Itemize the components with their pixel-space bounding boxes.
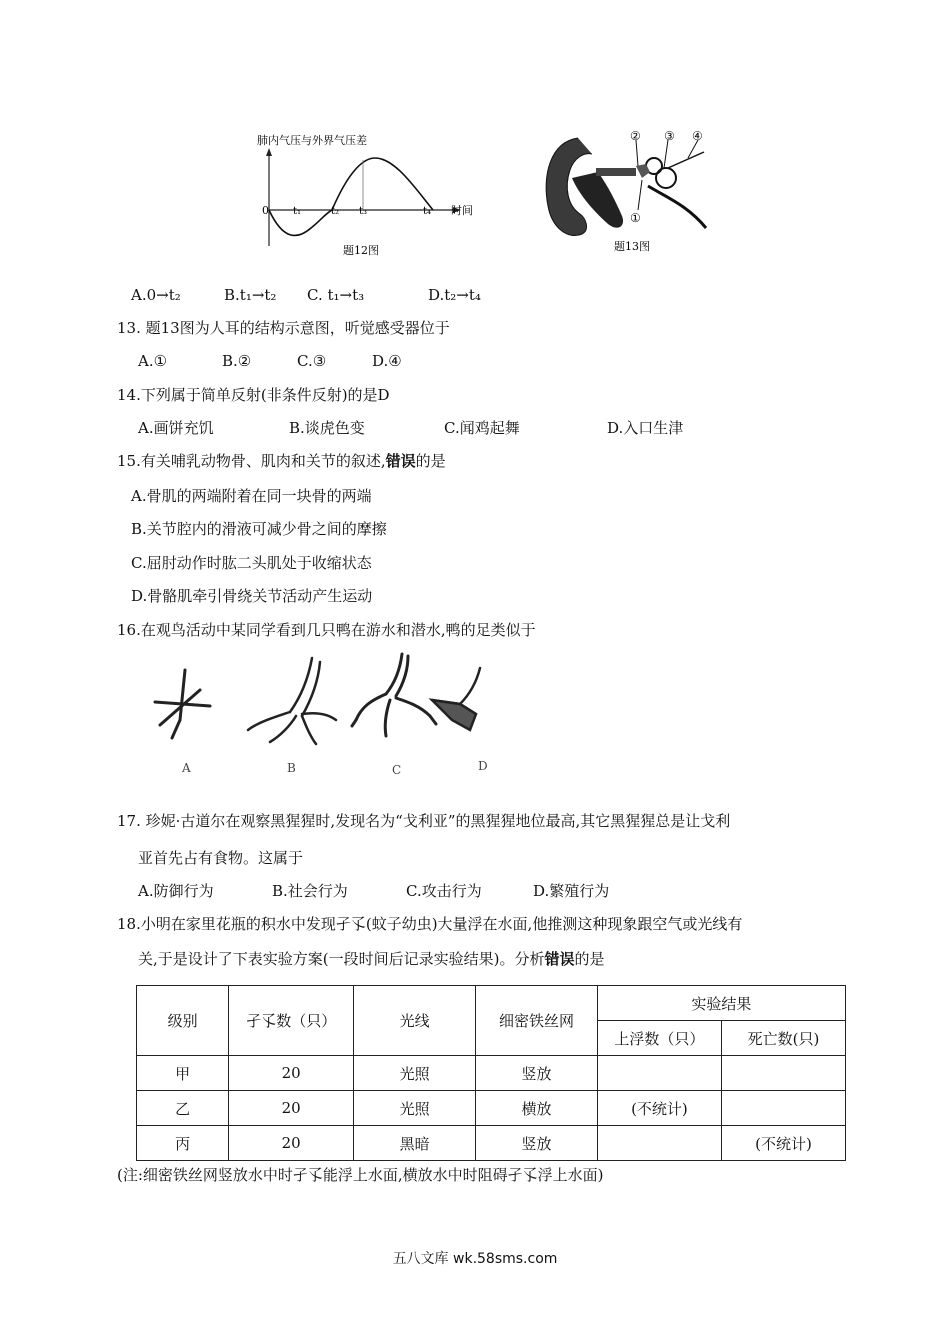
q16-label-a: A bbox=[182, 761, 191, 775]
q15-stem-post: 的是 bbox=[415, 452, 446, 470]
q16-stem: 16.在观鸟活动中某同学看到几只鸭在游水和潜水,鸭的足类似于 bbox=[117, 621, 536, 639]
table-cell bbox=[722, 1056, 846, 1091]
header-wire-mesh: 细密铁丝网 bbox=[476, 986, 598, 1056]
fig12-tick-t4: t₄ bbox=[423, 206, 432, 217]
q17-stem-line2: 亚首先占有食物。这属于 bbox=[138, 849, 304, 867]
experiment-table bbox=[136, 985, 846, 1161]
q15-stem-pre: 15.有关哺乳动物骨、肌肉和关节的叙述, bbox=[117, 452, 386, 470]
figure-12-graph bbox=[255, 128, 495, 258]
table-cell: 20 bbox=[229, 1126, 354, 1161]
table-cell: 竖放 bbox=[476, 1126, 598, 1161]
q18-stem-emphasis: 错误 · · bbox=[544, 950, 574, 968]
fig12-origin: 0 bbox=[262, 204, 269, 217]
q15-stem bbox=[117, 451, 446, 471]
q16-label-b: B bbox=[287, 761, 296, 775]
table-cell: 乙 bbox=[137, 1091, 229, 1126]
table-cell: 光照 bbox=[354, 1091, 476, 1126]
q18-stem-pre: 关,于是设计了下表实验方案(一段时间后记录实验结果)。分析 bbox=[138, 950, 545, 968]
table-cell: (不统计) bbox=[722, 1126, 846, 1161]
foot-c-icon bbox=[352, 654, 436, 736]
foot-d-icon bbox=[432, 668, 480, 730]
table-row bbox=[137, 1091, 846, 1126]
table-cell bbox=[722, 1091, 846, 1126]
table-cell: 20 bbox=[229, 1091, 354, 1126]
header-larvae-count: 孑孓数（只） bbox=[229, 986, 354, 1056]
fig12-caption: 题12图 bbox=[343, 244, 379, 257]
fig13-label-4: ④ bbox=[692, 129, 703, 143]
q15-option-b: B.关节腔内的滑液可减少骨之间的摩擦 bbox=[131, 520, 387, 538]
fig13-caption: 题13图 bbox=[614, 240, 650, 253]
q12-option-a: A.0→t₂ bbox=[131, 286, 181, 304]
table-cell: 丙 bbox=[137, 1126, 229, 1161]
header-light: 光线 bbox=[354, 986, 476, 1056]
table-cell: 竖放 bbox=[476, 1056, 598, 1091]
fig12-ylabel: 肺内气压与外界气压差 bbox=[257, 134, 367, 147]
table-cell: 20 bbox=[229, 1056, 354, 1091]
q17-option-d: D.繁殖行为 bbox=[533, 882, 610, 900]
q17-option-c: C.攻击行为 bbox=[406, 882, 482, 900]
q17-option-b: B.社会行为 bbox=[272, 882, 348, 900]
q12-option-b: B.t₁→t₂ bbox=[224, 286, 277, 304]
foot-b-icon bbox=[248, 658, 336, 744]
q18-stem-post: 的是 bbox=[574, 950, 605, 968]
table-row bbox=[137, 1126, 846, 1161]
q17-option-a: A.防御行为 bbox=[138, 882, 214, 900]
fig13-label-3: ③ bbox=[664, 129, 675, 143]
table-cell: 甲 bbox=[137, 1056, 229, 1091]
fig12-xlabel: 时间 bbox=[451, 204, 473, 217]
fig12-tick-t1: t₁ bbox=[293, 206, 302, 217]
fig12-tick-t2: t₂ bbox=[331, 206, 340, 217]
table-row bbox=[137, 1056, 846, 1091]
q15-option-c: C.屈肘动作时肱二头肌处于收缩状态 bbox=[131, 554, 372, 572]
table-cell bbox=[597, 1126, 721, 1161]
q13-option-a: A.① bbox=[138, 352, 168, 370]
header-results: 实验结果 bbox=[597, 986, 845, 1021]
foot-a-icon bbox=[155, 670, 210, 738]
table-cell: (不统计) bbox=[597, 1091, 721, 1126]
q12-option-c: C. t₁→t₃ bbox=[307, 286, 365, 304]
figure-16-duck-feet bbox=[140, 650, 488, 780]
q13-option-c: C.③ bbox=[297, 352, 327, 370]
header-group: 级别 bbox=[137, 986, 229, 1056]
table-cell bbox=[597, 1056, 721, 1091]
q17-stem-line1: 17. 珍妮·古道尔在观察黑猩猩时,发现名为“戈利亚”的黑猩猩地位最高,其它黑猩猩总是让戈利 bbox=[117, 812, 731, 830]
q18-note: (注:细密铁丝网竖放水中时孑孓能浮上水面,横放水中时阻碍孑孓浮上水面) bbox=[117, 1166, 604, 1184]
table-cell: 横放 bbox=[476, 1091, 598, 1126]
subheader-dead: 死亡数(只) bbox=[722, 1021, 846, 1056]
fig12-tick-t3: t₃ bbox=[359, 206, 368, 217]
figure-13-ear bbox=[538, 128, 713, 258]
q13-stem: 13. 题13图为人耳的结构示意图，听觉感受器位于 bbox=[117, 319, 450, 337]
fig13-label-2: ② bbox=[630, 129, 641, 143]
table-cell: 黑暗 bbox=[354, 1126, 476, 1161]
q16-label-d: D bbox=[478, 759, 488, 773]
q14-stem: 14.下列属于简单反射(非条件反射)的是D bbox=[117, 386, 390, 404]
q14-option-d: D.入口生津 bbox=[607, 419, 684, 437]
q13-option-d: D.④ bbox=[372, 352, 402, 370]
footer-watermark: 五八文库 wk.58sms.com bbox=[392, 1251, 558, 1267]
q15-option-a: A.骨肌的两端附着在同一块骨的两端 bbox=[131, 487, 372, 505]
subheader-floating: 上浮数（只） bbox=[597, 1021, 721, 1056]
q18-stem-line1: 18.小明在家里花瓶的积水中发现孑孓(蚊子幼虫)大量浮在水面,他推测这种现象跟空气或光线有 bbox=[117, 915, 743, 933]
q15-option-d: D.骨骼肌牵引骨绕关节活动产生运动 bbox=[131, 587, 373, 605]
q15-stem-emphasis: 错误 · · bbox=[386, 452, 416, 470]
q18-stem-line2 bbox=[138, 949, 605, 969]
q14-option-c: C.闻鸡起舞 bbox=[444, 419, 520, 437]
q13-option-b: B.② bbox=[222, 352, 252, 370]
table-cell: 光照 bbox=[354, 1056, 476, 1091]
q12-option-d: D.t₂→t₄ bbox=[428, 286, 481, 304]
q16-label-c: C bbox=[392, 763, 402, 777]
fig13-label-1: ① bbox=[630, 211, 641, 225]
q14-option-b: B.谈虎色变 bbox=[289, 419, 365, 437]
q14-option-a: A.画饼充饥 bbox=[138, 419, 214, 437]
